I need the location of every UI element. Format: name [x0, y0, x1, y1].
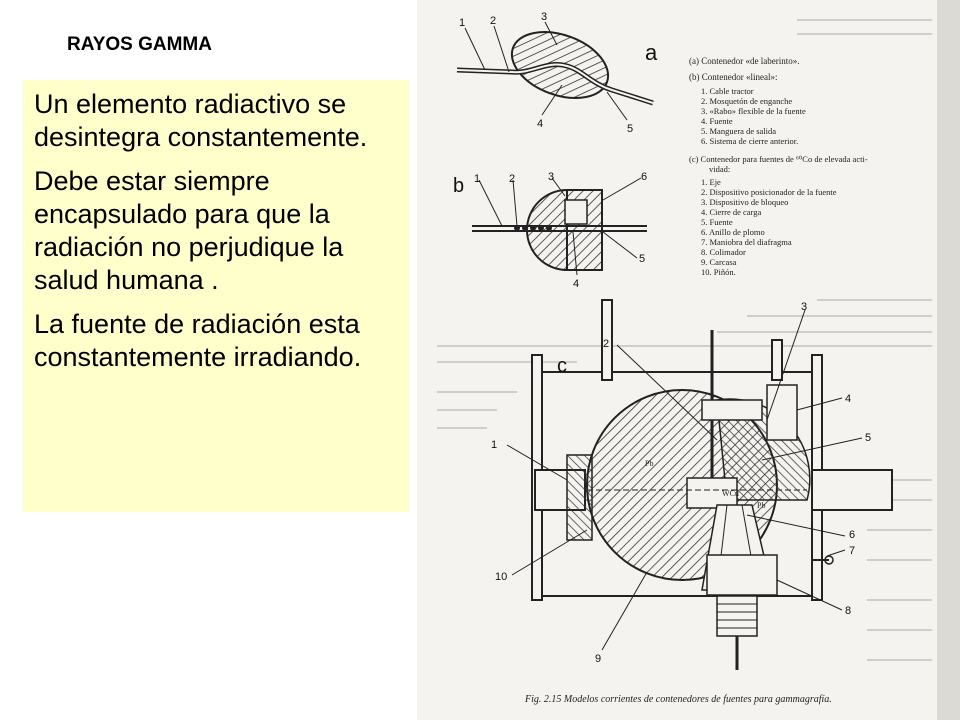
legend-c-item-4: 4. Cierre de carga	[701, 207, 762, 217]
callout-b-2: 2	[509, 173, 516, 185]
figure-svg	[417, 0, 960, 720]
legend-b-item-6: 6. Sistema de cierre anterior.	[701, 136, 799, 146]
legend-c-item-6: 6. Anillo de plomo	[701, 227, 765, 237]
text-box	[23, 80, 409, 512]
legend-b-title: (b) Contenedor «lineal»:	[689, 72, 778, 82]
legend-c-item-9: 9. Carcasa	[701, 257, 737, 267]
callout-c-1: 1	[491, 439, 498, 451]
callout-c-7: 7	[849, 545, 856, 557]
legend-c-item-5: 5. Fuente	[701, 217, 733, 227]
callout-c-3: 3	[801, 301, 808, 313]
callout-c-10: 10	[495, 571, 508, 583]
slide-title: RAYOS GAMMA	[67, 34, 212, 55]
legend-c-item-8: 8. Colimador	[701, 247, 746, 257]
legend-b-item-4: 4. Fuente	[701, 116, 733, 126]
callout-c-5: 5	[865, 432, 872, 444]
diagram-letter-c: c	[557, 355, 567, 377]
callout-a-2: 2	[490, 15, 497, 27]
callout-b-4: 4	[573, 278, 580, 290]
figure-caption: Fig. 2.15 Modelos corrientes de contenedores de fuentes para gammagrafía.	[525, 694, 832, 705]
callout-a-3: 3	[541, 11, 548, 23]
page-edge-shadow	[937, 0, 960, 720]
inner-label-pb-1: Pb	[645, 459, 654, 468]
inner-label-wcu: WCu	[722, 489, 739, 498]
diagram-letter-a: a	[645, 40, 658, 65]
legend	[689, 56, 868, 277]
paragraph-1: Un elemento radiactivo se desintegra constantemente.	[34, 89, 368, 152]
legend-c-item-10: 10. Piñón.	[701, 267, 736, 277]
callout-c-2: 2	[603, 338, 610, 350]
scanned-figure	[417, 0, 960, 720]
legend-c-item-7: 7. Maniobra del diafragma	[701, 237, 792, 247]
paragraph-2: Debe estar siempre encapsulado para que la radiación no perjudique la salud humana .	[34, 166, 344, 295]
legend-b-item-1: 1. Cable tractor	[701, 86, 754, 96]
callout-b-3: 3	[548, 171, 555, 183]
callout-a-5: 5	[627, 123, 634, 135]
callout-c-9: 9	[595, 653, 602, 665]
legend-c-item-2: 2. Dispositivo posicionador de la fuente	[701, 187, 837, 197]
legend-a: (a) Contenedor «de laberinto».	[689, 56, 800, 66]
legend-c-title-2: vidad:	[709, 164, 731, 174]
diagram-letter-b: b	[453, 175, 465, 197]
diagram-a	[457, 11, 658, 135]
callout-b-6: 6	[641, 171, 648, 183]
callout-b-1: 1	[474, 173, 481, 185]
callout-b-5: 5	[639, 253, 646, 265]
legend-c-item-3: 3. Dispositivo de bloqueo	[701, 197, 789, 207]
callout-c-8: 8	[845, 605, 852, 617]
container-c-pinion	[717, 596, 757, 636]
legend-c-item-1: 1. Eje	[701, 177, 721, 187]
diagram-b	[453, 171, 647, 290]
callout-c-4: 4	[845, 393, 852, 405]
diagram-c	[491, 300, 892, 670]
inner-label-pb-2: Pb	[757, 501, 766, 510]
legend-c-title-1: (c) Contenedor para fuentes de ⁶⁰Co de elevada acti-	[689, 154, 868, 164]
legend-b-item-3: 3. «Rabo» flexible de la fuente	[701, 106, 806, 116]
paragraph-3: La fuente de radiación esta constantemente irradiando.	[34, 309, 362, 372]
callout-a-4: 4	[537, 118, 544, 130]
legend-b-item-2: 2. Mosquetón de enganche	[701, 96, 793, 106]
legend-b-item-5: 5. Manguera de salida	[701, 126, 777, 136]
callout-c-6: 6	[849, 529, 856, 541]
callout-a-1: 1	[459, 17, 466, 29]
